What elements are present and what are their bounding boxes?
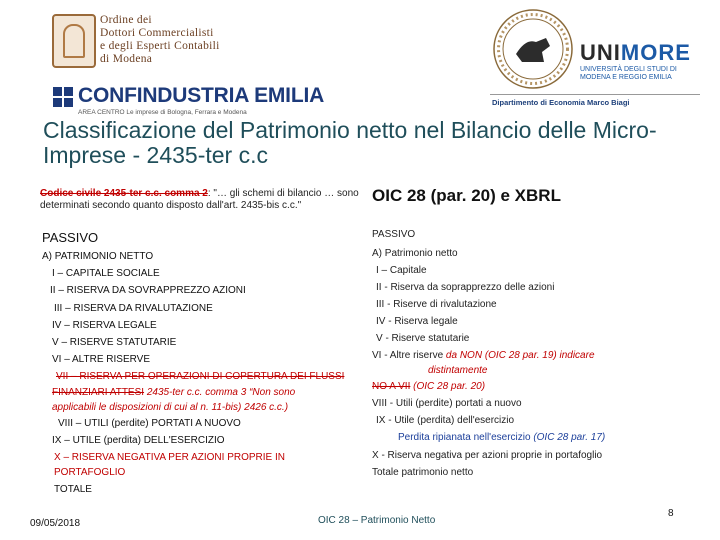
unimore-more-text: MORE xyxy=(620,40,691,65)
right-item-iv: IV - Riserva legale xyxy=(376,316,458,327)
codice-civile-reference xyxy=(40,188,360,212)
right-passivo-heading: PASSIVO xyxy=(372,229,416,240)
right-item-v: V - Riserve statutarie xyxy=(376,333,470,344)
slide-title: Classificazione del Patrimonio netto nel Bilancio delle Micro-Imprese - 2435-ter c.c xyxy=(43,117,657,168)
odc-modena-logo xyxy=(52,10,242,72)
left-item-vii-note: 2435-ter c.c. comma 3 “Non sono xyxy=(146,387,296,398)
right-item-vi-note-cont: distintamente xyxy=(428,365,488,376)
odc-line-4: di Modena xyxy=(100,53,153,65)
left-item-vi: VI – ALTRE RISERVE xyxy=(52,354,151,365)
left-item-v: V – RISERVE STATUTARIE xyxy=(52,337,177,348)
left-item-iii: III – RISERVA DA RIVALUTAZIONE xyxy=(54,303,213,314)
odc-line-2: Dottori Commercialisti xyxy=(100,27,214,39)
confindustria-mark-icon xyxy=(52,86,74,108)
codice-civile-article: Codice civile 2435-ter c.c. comma 2 xyxy=(40,188,208,199)
right-item-no-vii: NO A VII xyxy=(372,381,411,392)
right-item-vi-da-non: da NON xyxy=(445,350,483,361)
right-item-totale: Totale patrimonio netto xyxy=(372,467,474,478)
left-item-vii-note-cont: applicabili le disposizioni di cui al n. 11-bis) 2426 c.c.) xyxy=(52,402,289,413)
right-item-x: X - Riserva negativa per azioni proprie in portafoglio xyxy=(372,450,603,461)
confindustria-subtitle: AREA CENTRO Le imprese di Bologna, Ferrara e Modena xyxy=(78,109,247,116)
unimore-line-1: UNIVERSITÀ DEGLI STUDI DI xyxy=(580,66,677,73)
right-item-perdita-ripianata: Perdita ripianata nell'esercizio xyxy=(398,432,531,443)
header-divider xyxy=(490,94,700,95)
codice-civile-text: : "… gli schemi di bilancio … sono determinati secondo quanto disposto dall'art. 2435-bis c.c." xyxy=(40,188,359,211)
right-item-i: I – Capitale xyxy=(376,265,427,276)
department-label: Dipartimento di Economia Marco Biagi xyxy=(492,98,630,107)
left-item-vii-struck: VII – RISERVA PER OPERAZIONI DI COPERTURA DEI FLUSSI xyxy=(56,371,345,382)
right-item-no-vii-note: (OIC 28 par. 20) xyxy=(413,381,486,392)
left-item-ix: IX – UTILE (perdita) DELL'ESERCIZIO xyxy=(52,435,225,446)
unimore-uni-text: UNI xyxy=(580,40,621,65)
left-item-a: A) PATRIMONIO NETTO xyxy=(42,251,154,262)
right-item-vi: VI - Altre riserve xyxy=(372,350,444,361)
odc-line-3: e degli Esperti Contabili xyxy=(100,40,220,52)
unimore-logo xyxy=(580,40,700,90)
right-item-ii: II - Riserva da soprapprezzo delle azioni xyxy=(376,282,555,293)
odc-emblem-icon xyxy=(52,14,96,68)
footer-date: 09/05/2018 xyxy=(30,518,81,529)
left-item-x: X – RISERVA NEGATIVA PER AZIONI PROPRIE IN xyxy=(54,452,285,463)
right-item-a: A) Patrimonio netto xyxy=(372,248,458,259)
left-item-i: I – CAPITALE SOCIALE xyxy=(52,268,160,279)
left-passivo-heading: PASSIVO xyxy=(42,230,99,245)
unimore-seal-icon xyxy=(492,8,574,90)
left-item-ii: II – RISERVA DA SOVRAPPREZZO AZIONI xyxy=(50,285,246,296)
page-number: 8 xyxy=(668,508,674,519)
left-item-iv: IV – RISERVA LEGALE xyxy=(52,320,157,331)
unimore-line-2: MODENA E REGGIO EMILIA xyxy=(580,74,672,81)
right-item-iii: III - Riserve di rivalutazione xyxy=(376,299,497,310)
right-item-vi-note: (OIC 28 par. 19) indicare xyxy=(484,350,595,361)
left-item-x-cont: PORTAFOGLIO xyxy=(54,467,126,478)
oic-heading: OIC 28 (par. 20) e XBRL xyxy=(372,186,561,205)
left-item-vii-struck-cont: FINANZIARI ATTESI xyxy=(52,387,145,398)
right-item-ix: IX - Utile (perdita) dell'esercizio xyxy=(376,415,515,426)
odc-line-1: Ordine dei xyxy=(100,14,152,26)
right-item-viii: VIII - Utili (perdite) portati a nuovo xyxy=(372,398,522,409)
confindustria-name: CONFINDUSTRIA EMILIA xyxy=(78,84,325,107)
footer-title: OIC 28 – Patrimonio Netto xyxy=(318,515,436,526)
left-item-totale: TOTALE xyxy=(54,484,92,495)
left-item-viii: VIII – UTILI (perdite) PORTATI A NUOVO xyxy=(58,418,241,429)
right-item-perdita-note: (OIC 28 par. 17) xyxy=(533,432,606,443)
